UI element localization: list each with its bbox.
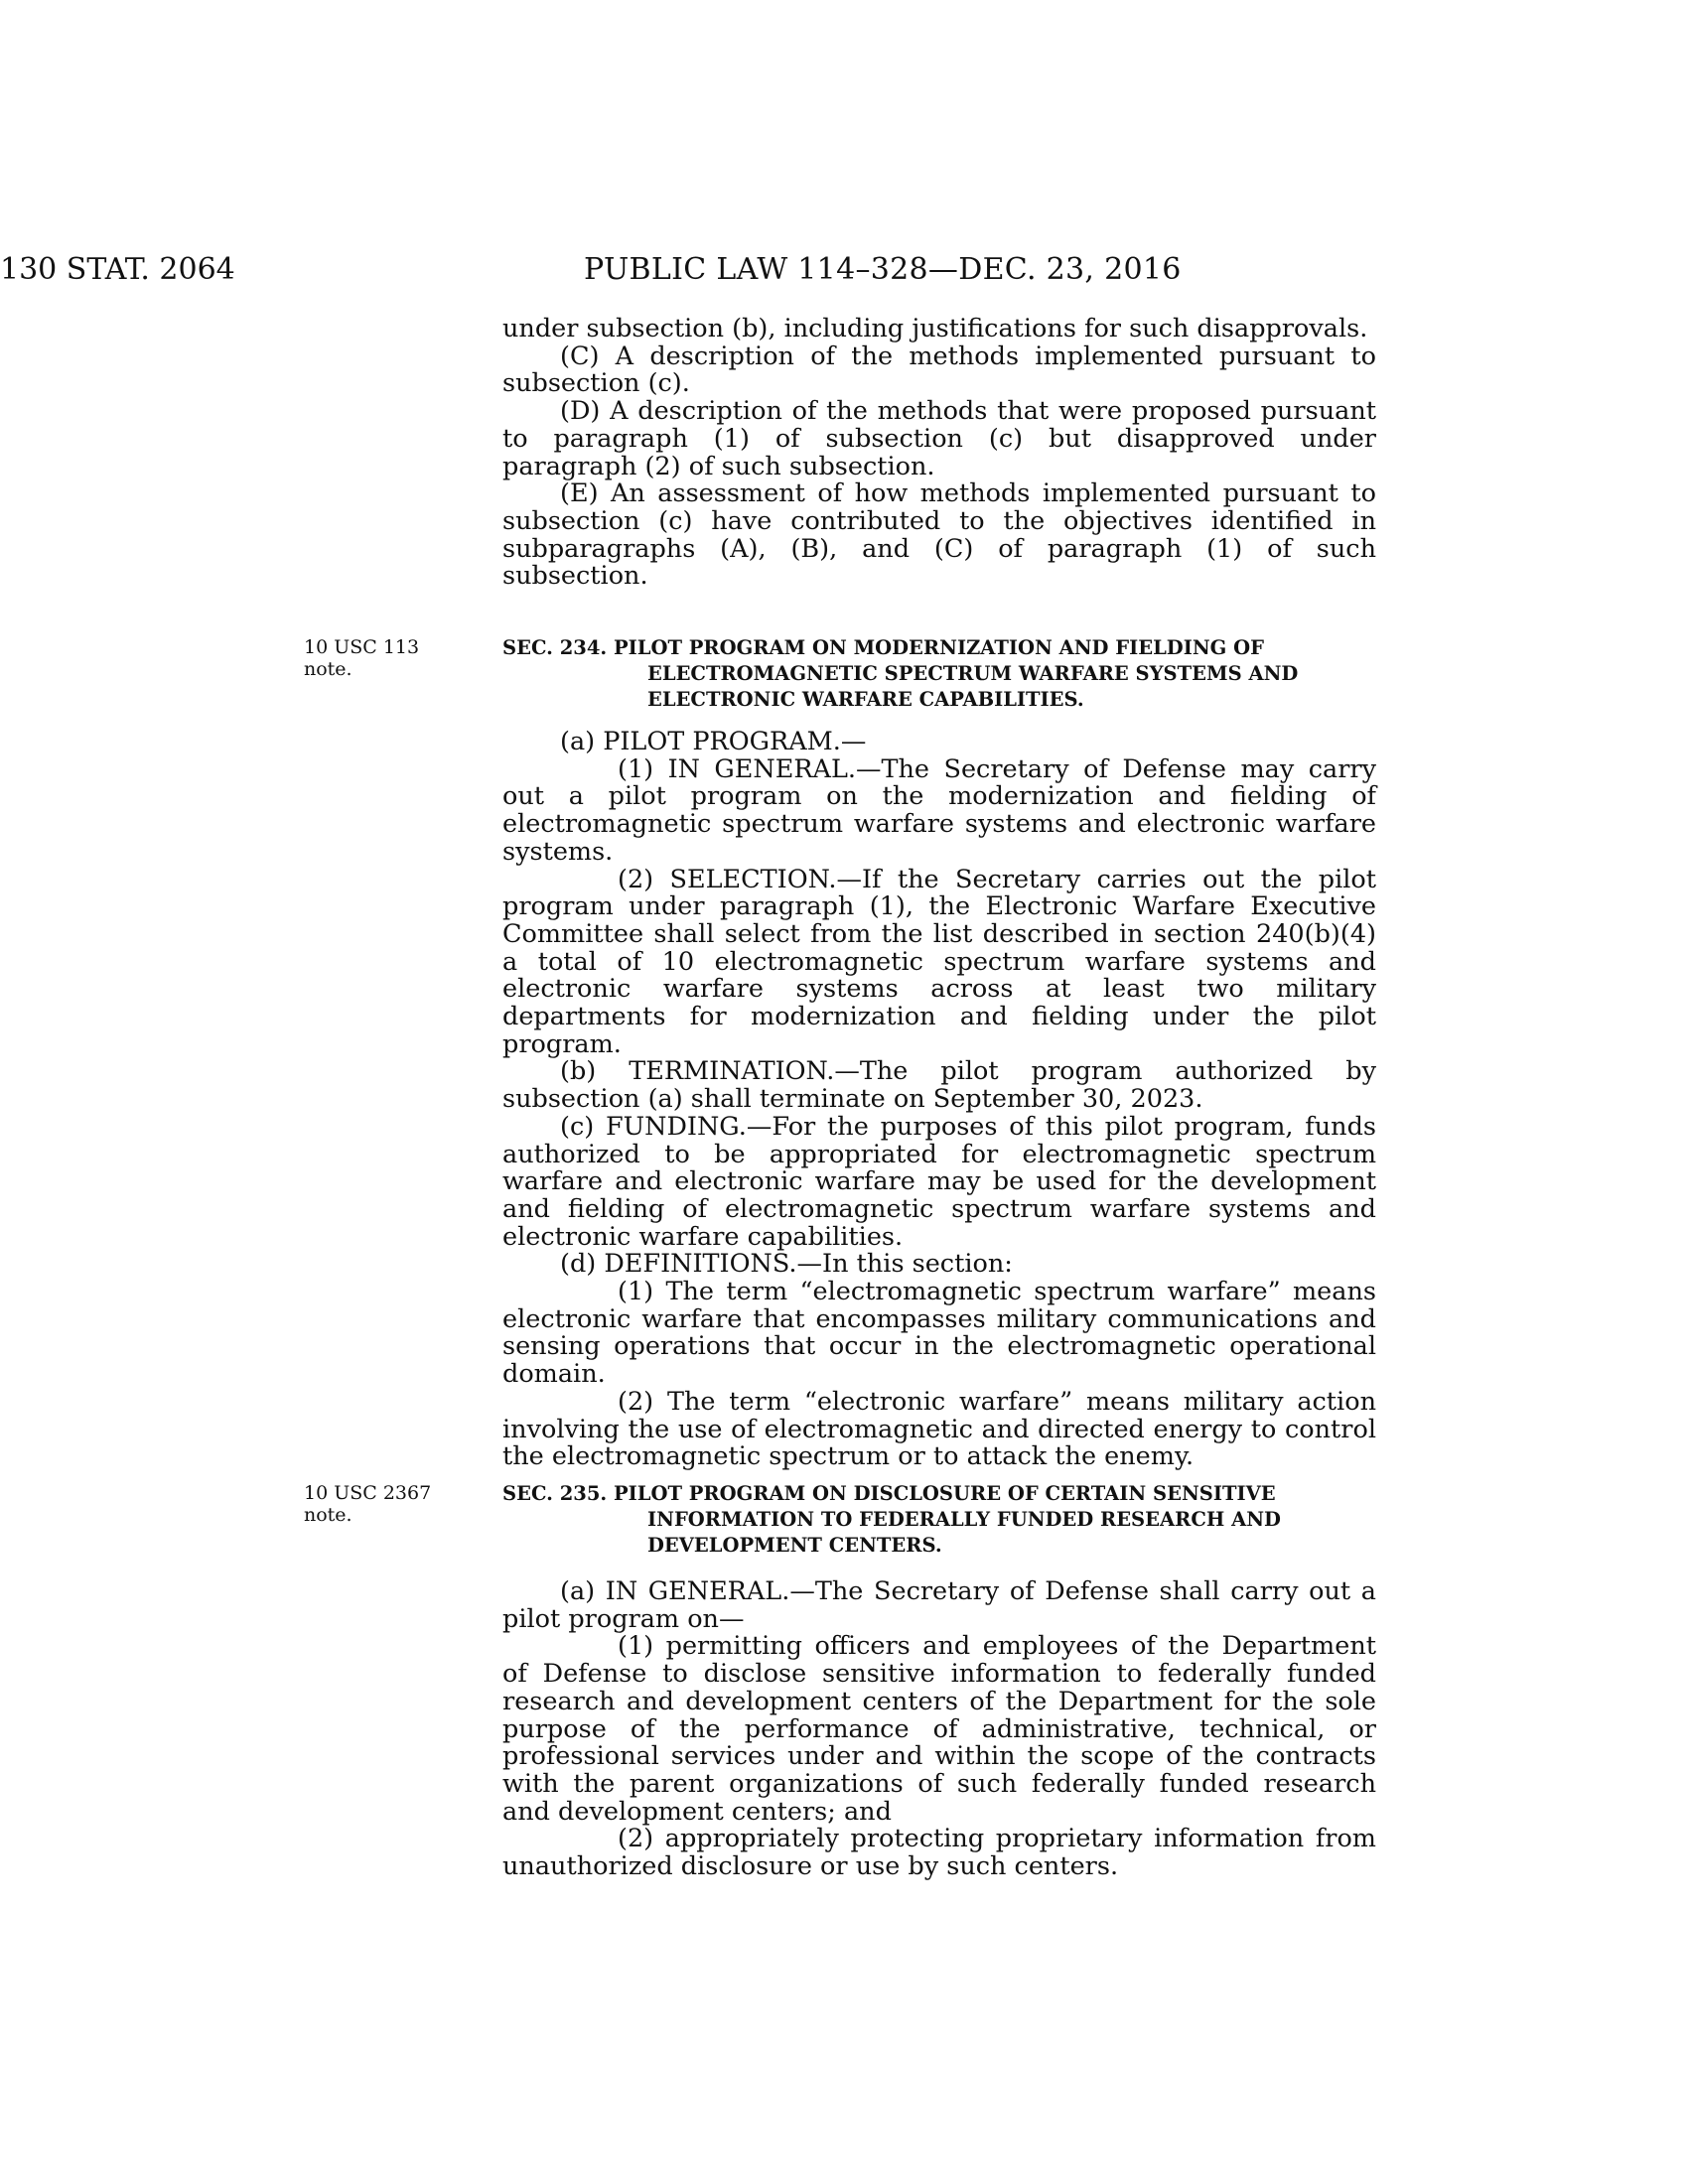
- sec235-a1: [502, 1633, 1376, 1826]
- sec234-c-label: (c) FUNDING.: [560, 1111, 747, 1142]
- sec234-d: [502, 1251, 1376, 1279]
- sec234-subsection-a-label: (a) PILOT PROGRAM.—: [560, 727, 867, 756]
- section-235-heading-lead: SEC. 235. PILOT PROGRAM ON DISCLOSURE OF CERTAIN SENSITIVE: [502, 1482, 1276, 1505]
- section-234-heading: [502, 635, 1376, 713]
- sec234-b-label: (b) TERMINATION.: [560, 1056, 835, 1087]
- sec234-c-text: —For the purposes of this pilot program, funds authorized to be appropriated for electromagnetic spectrum warfare and electronic warfare may be used for the development and fielding of electromagnetic spectrum warfare systems and electronic warfare capabilities.: [502, 1111, 1376, 1252]
- sec234-c: [502, 1111, 1376, 1252]
- sec234-a1: [502, 753, 1376, 867]
- sec234-a2-text: —If the Secretary carries out the pilot program under paragraph (1), the Electronic Warfare Executive Committee shall select from the list described in section 240(b)(4) a total of 10 electromagnetic spectrum warfare systems and electronic warfare systems across at least two military departments for modernization and fielding under the pilot program.: [502, 864, 1376, 1059]
- section-234-body: [502, 729, 1376, 1471]
- sec234-b-text: —The pilot program authorized by subsection (a) shall terminate on September 30, 2023.: [502, 1056, 1376, 1115]
- para-e: (E) An assessment of how methods implemented pursuant to subsection (c) have contributed to the objectives identified in subparagraphs (A), (B), and (C) of paragraph (1) of such subsection.: [502, 478, 1376, 592]
- sec234-d1-text: (1) The term “electromagnetic spectrum warfare” means electronic warfare that encompasses military communications and sensing operations that occur in the electromagnetic operational domain.: [502, 1277, 1376, 1390]
- sec234-d1: [502, 1279, 1376, 1389]
- para-d: (D) A description of the methods that were proposed pursuant to paragraph (1) of subsection (c) but disapproved under paragraph (2) of such subsection.: [502, 396, 1376, 481]
- sec235-a1-text: (1) permitting officers and employees of the Department of Defense to disclose sensitive information to federally funded research and development centers of the Department for the sole purpose of the performance of administrative, technical, or professional services under and within the scope of the contracts with the parent organizations of such federally funded research and development centers; and: [502, 1631, 1376, 1827]
- sec234-a2: [502, 864, 1376, 1059]
- sec234-d2: [502, 1386, 1376, 1472]
- sec235-a-text: —The Secretary of Defense shall carry out a pilot program on—: [502, 1576, 1377, 1634]
- sec234-d2-text: (2) The term “electronic warfare” means military action involving the use of electromagnetic and directed energy to control the electromagnetic spectrum or to attack the enemy.: [502, 1386, 1376, 1472]
- sec234-d-text: —In this section:: [796, 1249, 1013, 1280]
- sec234-a1-label: (1) IN GENERAL.: [618, 753, 856, 784]
- para-continuation: under subsection (b), including justifications for such disapprovals.: [502, 314, 1368, 343]
- running-title: PUBLIC LAW 114–328—DEC. 23, 2016: [584, 252, 1182, 287]
- sec235-a2: [502, 1826, 1376, 1880]
- section-234-heading-rest: ELECTROMAGNETIC SPECTRUM WARFARE SYSTEMS AND ELECTRONIC WARFARE CAPABILITIES.: [647, 662, 1299, 711]
- margin-note-sec235: 10 USC 2367 note.: [304, 1482, 432, 1526]
- sec234-a2-label: (2) SELECTION.: [618, 864, 837, 894]
- para-c: (C) A description of the methods implemented pursuant to subsection (c).: [502, 341, 1376, 399]
- section-235-heading: [502, 1481, 1376, 1559]
- page-reference: 130 STAT. 2064: [0, 252, 235, 287]
- margin-note-sec234: 10 USC 113 note.: [304, 636, 420, 680]
- sec235-a: [502, 1578, 1376, 1633]
- section-234-heading-lead: SEC. 234. PILOT PROGRAM ON MODERNIZATION AND FIELDING OF: [502, 636, 1264, 659]
- sec234-d-label: (d) DEFINITIONS.: [560, 1249, 797, 1280]
- sec235-a-label: (a) IN GENERAL.: [560, 1576, 790, 1606]
- sec234-b: [502, 1058, 1376, 1113]
- sec234-a1-text: —The Secretary of Defense may carry out a pilot program on the modernization and fielding of electromagnetic spectrum warfare systems and electronic warfare systems.: [502, 753, 1376, 867]
- sec235-a2-text: (2) appropriately protecting proprietary information from unauthorized disclosure or use by such centers.: [502, 1824, 1376, 1882]
- section-235-heading-rest: INFORMATION TO FEDERALLY FUNDED RESEARCH AND DEVELOPMENT CENTERS.: [647, 1508, 1281, 1557]
- section-235-body: [502, 1578, 1376, 1881]
- continuation-block: [502, 316, 1376, 591]
